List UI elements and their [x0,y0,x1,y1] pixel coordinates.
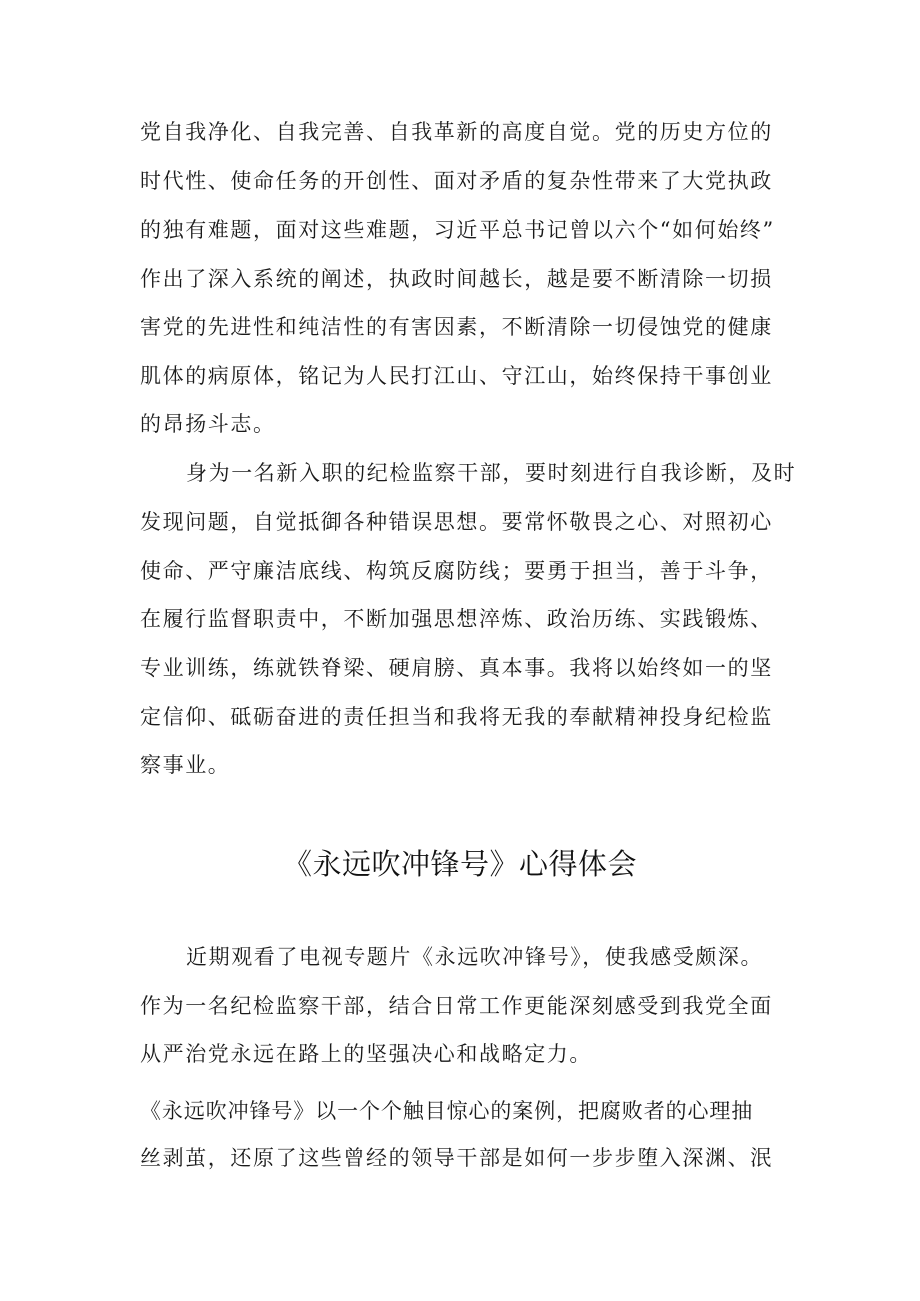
paragraph-4-line-1: 《永远吹冲锋号》以一个个触目惊心的案例，把腐败者的心理抽 [140,1099,754,1123]
paragraph-2-line-1: 身为一名新入职的纪检监察干部，要时刻进行自我诊断，及时 [186,461,797,485]
paragraph-2-line-6: 定信仰、砥砺奋进的责任担当和我将无我的奉献精神投身纪检监 [140,705,773,729]
paragraph-1-line-1: 党自我净化、自我完善、自我革新的高度自觉。党的历史方位的 [140,120,773,144]
paragraph-1-line-6: 肌体的病原体，铭记为人民打江山、守江山，始终保持干事创业 [140,364,773,388]
paragraph-2-line-7: 察事业。 [140,753,231,777]
paragraph-1-line-5: 害党的先进性和纯洁性的有害因素，不断清除一切侵蚀党的健康 [140,315,773,339]
paragraph-2-line-4: 在履行监督职责中，不断加强思想淬炼、政治历练、实践锻炼、 [140,607,773,631]
paragraph-3-line-2: 作为一名纪检监察干部，结合日常工作更能深刻感受到我党全面 [140,994,773,1018]
paragraph-1-line-2: 时代性、使命任务的开创性、面对矛盾的复杂性带来了大党执政 [140,169,773,193]
document-title: 《永远吹冲锋号》心得体会 [282,847,637,881]
paragraph-1-line-3: 的独有难题，面对这些难题，习近平总书记曾以六个“如何始终” [140,218,775,242]
paragraph-4-line-2: 丝剥茧，还原了这些曾经的领导干部是如何一步步堕入深渊、泯 [140,1146,773,1170]
paragraph-2-line-3: 使命、严守廉洁底线、构筑反腐防线；要勇于担当，善于斗争， [140,559,773,583]
paragraph-1-line-4: 作出了深入系统的阐述，执政时间越长，越是要不断清除一切损 [140,267,773,291]
paragraph-3-line-3: 从严治党永远在路上的坚强决心和战略定力。 [140,1042,592,1066]
paragraph-1-line-7: 的昂扬斗志。 [140,412,276,436]
paragraph-3-line-1: 近期观看了电视专题片《永远吹冲锋号》，使我感受颇深。 [186,945,764,969]
paragraph-2-line-5: 专业训练，练就铁脊梁、硬肩膀、真本事。我将以始终如一的坚 [140,656,773,680]
paragraph-2-line-2: 发现问题，自觉抵御各种错误思想。要常怀敬畏之心、对照初心 [140,510,773,534]
